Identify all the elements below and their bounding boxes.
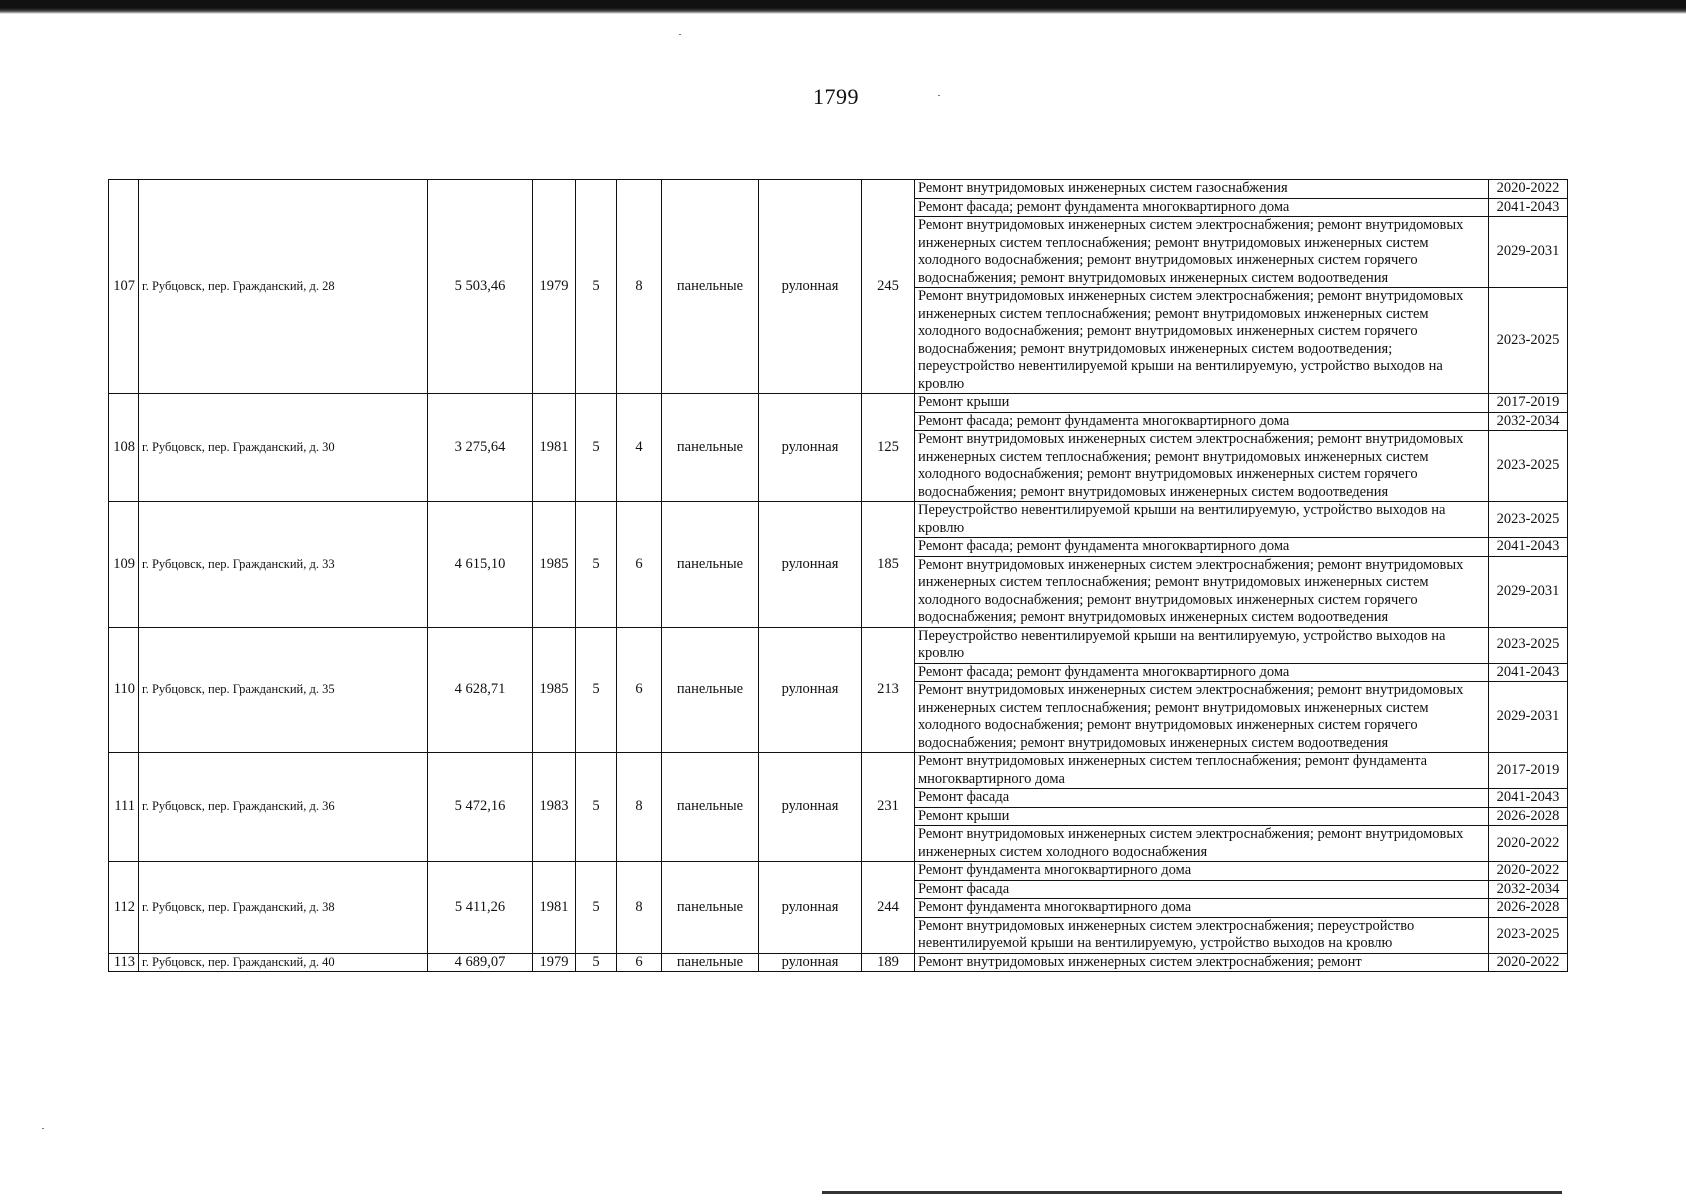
house-row [109, 627, 1568, 663]
floor-count: 5 [576, 180, 617, 394]
floor-count: 5 [576, 394, 617, 502]
work-period: 2032-2034 [1489, 412, 1568, 431]
work-period: 2029-2031 [1489, 556, 1568, 627]
construction-year: 1983 [533, 753, 576, 862]
resident-count: 185 [862, 502, 915, 628]
house-number: 112 [109, 862, 139, 954]
work-description: Ремонт крыши [915, 807, 1489, 826]
wall-material: панельные [662, 953, 759, 972]
house-address: г. Рубцовск, пер. Гражданский, д. 38 [139, 862, 428, 954]
entrance-count: 8 [617, 180, 662, 394]
house-row [109, 953, 1568, 972]
house-number: 110 [109, 627, 139, 753]
house-number: 107 [109, 180, 139, 394]
work-period: 2023-2025 [1489, 502, 1568, 538]
work-period: 2017-2019 [1489, 753, 1568, 789]
work-period: 2020-2022 [1489, 826, 1568, 862]
work-period: 2026-2028 [1489, 899, 1568, 918]
work-description: Ремонт внутридомовых инженерных систем электроснабжения; ремонт внутридомовых инженерных систем теплоснабжения; ремонт внутридомовых инженерных систем холодного водоснабжения; ремонт внутридомовых инженерных систем горячего водоснабжения; ремонт внутридомовых инженерных систем водоотведения [915, 431, 1489, 502]
work-description: Ремонт фасада; ремонт фундамента многоквартирного дома [915, 663, 1489, 682]
resident-count: 125 [862, 394, 915, 502]
work-description: Ремонт фасада [915, 789, 1489, 808]
floor-count: 5 [576, 862, 617, 954]
work-description: Ремонт фасада; ремонт фундамента многоквартирного дома [915, 412, 1489, 431]
work-description: Ремонт внутридомовых инженерных систем электроснабжения; ремонт внутридомовых инженерных систем теплоснабжения; ремонт внутридомовых инженерных систем холодного водоснабжения; ремонт внутридомовых инженерных систем горячего водоснабжения; ремонт внутридомовых инженерных систем водоотведения [915, 217, 1489, 288]
work-description: Переустройство невентилируемой крыши на вентилируемую, устройство выходов на кровлю [915, 502, 1489, 538]
entrance-count: 6 [617, 953, 662, 972]
roof-type: рулонная [759, 862, 862, 954]
work-description: Ремонт фасада; ремонт фундамента многоквартирного дома [915, 198, 1489, 217]
work-description: Ремонт внутридомовых инженерных систем теплоснабжения; ремонт фундамента многоквартирного дома [915, 753, 1489, 789]
resident-count: 231 [862, 753, 915, 862]
roof-type: рулонная [759, 502, 862, 628]
house-number: 111 [109, 753, 139, 862]
construction-year: 1981 [533, 394, 576, 502]
house-row [109, 394, 1568, 413]
house-address: г. Рубцовск, пер. Гражданский, д. 33 [139, 502, 428, 628]
house-area: 5 503,46 [428, 180, 533, 394]
house-number: 108 [109, 394, 139, 502]
wall-material: панельные [662, 394, 759, 502]
house-area: 3 275,64 [428, 394, 533, 502]
house-area: 5 411,26 [428, 862, 533, 954]
wall-material: панельные [662, 753, 759, 862]
work-description: Ремонт внутридомовых инженерных систем электроснабжения; ремонт внутридомовых инженерных систем теплоснабжения; ремонт внутридомовых инженерных систем холодного водоснабжения; ремонт внутридомовых инженерных систем горячего водоснабжения; ремонт внутридомовых инженерных систем водоотведения [915, 556, 1489, 627]
construction-year: 1985 [533, 627, 576, 753]
resident-count: 189 [862, 953, 915, 972]
work-description: Ремонт фундамента многоквартирного дома [915, 862, 1489, 881]
house-area: 4 628,71 [428, 627, 533, 753]
wall-material: панельные [662, 180, 759, 394]
resident-count: 213 [862, 627, 915, 753]
construction-year: 1985 [533, 502, 576, 628]
work-description: Ремонт внутридомовых инженерных систем газоснабжения [915, 180, 1489, 199]
house-row [109, 180, 1568, 199]
work-period: 2023-2025 [1489, 627, 1568, 663]
work-description: Ремонт внутридомовых инженерных систем электроснабжения; ремонт внутридомовых инженерных систем холодного водоснабжения [915, 826, 1489, 862]
work-period: 2020-2022 [1489, 862, 1568, 881]
resident-count: 245 [862, 180, 915, 394]
house-address: г. Рубцовск, пер. Гражданский, д. 28 [139, 180, 428, 394]
work-description: Ремонт фундамента многоквартирного дома [915, 899, 1489, 918]
house-number: 113 [109, 953, 139, 972]
work-description: Ремонт крыши [915, 394, 1489, 413]
house-area: 4 689,07 [428, 953, 533, 972]
construction-year: 1979 [533, 180, 576, 394]
house-area: 5 472,16 [428, 753, 533, 862]
work-period: 2041-2043 [1489, 663, 1568, 682]
house-address: г. Рубцовск, пер. Гражданский, д. 40 [139, 953, 428, 972]
resident-count: 244 [862, 862, 915, 954]
floor-count: 5 [576, 953, 617, 972]
work-period: 2041-2043 [1489, 789, 1568, 808]
work-period: 2023-2025 [1489, 917, 1568, 953]
roof-type: рулонная [759, 753, 862, 862]
page-number: 1799 [813, 84, 859, 109]
roof-type: рулонная [759, 394, 862, 502]
entrance-count: 8 [617, 753, 662, 862]
wall-material: панельные [662, 502, 759, 628]
floor-count: 5 [576, 753, 617, 862]
work-description: Ремонт внутридомовых инженерных систем электроснабжения; переустройство невентилируемой крыши на вентилируемую, устройство выходов на кровлю [915, 917, 1489, 953]
roof-type: рулонная [759, 180, 862, 394]
work-period: 2041-2043 [1489, 198, 1568, 217]
house-number: 109 [109, 502, 139, 628]
work-period: 2041-2043 [1489, 538, 1568, 557]
work-description: Ремонт внутридомовых инженерных систем электроснабжения; ремонт [915, 953, 1489, 972]
roof-type: рулонная [759, 627, 862, 753]
scan-speck [679, 34, 681, 35]
work-description: Ремонт внутридомовых инженерных систем электроснабжения; ремонт внутридомовых инженерных систем теплоснабжения; ремонт внутридомовых инженерных систем холодного водоснабжения; ремонт внутридомовых инженерных систем горячего водоснабжения; ремонт внутридомовых инженерных систем водоотведения [915, 682, 1489, 753]
work-period: 2029-2031 [1489, 682, 1568, 753]
floor-count: 5 [576, 502, 617, 628]
work-period: 2029-2031 [1489, 217, 1568, 288]
house-row [109, 502, 1568, 538]
work-period: 2020-2022 [1489, 953, 1568, 972]
construction-year: 1979 [533, 953, 576, 972]
scan-speck [42, 1128, 44, 1129]
wall-material: панельные [662, 627, 759, 753]
work-period: 2017-2019 [1489, 394, 1568, 413]
house-address: г. Рубцовск, пер. Гражданский, д. 35 [139, 627, 428, 753]
construction-year: 1981 [533, 862, 576, 954]
house-row [109, 862, 1568, 881]
house-address: г. Рубцовск, пер. Гражданский, д. 30 [139, 394, 428, 502]
work-period: 2026-2028 [1489, 807, 1568, 826]
repair-schedule-table [108, 179, 1568, 972]
house-row [109, 753, 1568, 789]
entrance-count: 6 [617, 502, 662, 628]
work-description: Ремонт фасада [915, 880, 1489, 899]
work-period: 2032-2034 [1489, 880, 1568, 899]
work-period: 2020-2022 [1489, 180, 1568, 199]
work-description: Ремонт фасада; ремонт фундамента многоквартирного дома [915, 538, 1489, 557]
work-description: Переустройство невентилируемой крыши на вентилируемую, устройство выходов на кровлю [915, 627, 1489, 663]
work-description: Ремонт внутридомовых инженерных систем электроснабжения; ремонт внутридомовых инженерных систем теплоснабжения; ремонт внутридомовых инженерных систем холодного водоснабжения; ремонт внутридомовых инженерных систем горячего водоснабжения; ремонт внутридомовых инженерных систем водоотведения; переустройство невентилируемой крыши на вентилируемую, устройство выходов на кровлю [915, 288, 1489, 394]
wall-material: панельные [662, 862, 759, 954]
house-address: г. Рубцовск, пер. Гражданский, д. 36 [139, 753, 428, 862]
scan-bottom-edge [822, 1191, 1562, 1194]
entrance-count: 8 [617, 862, 662, 954]
roof-type: рулонная [759, 953, 862, 972]
house-area: 4 615,10 [428, 502, 533, 628]
work-period: 2023-2025 [1489, 431, 1568, 502]
work-period: 2023-2025 [1489, 288, 1568, 394]
floor-count: 5 [576, 627, 617, 753]
entrance-count: 6 [617, 627, 662, 753]
scan-top-edge [0, 0, 1686, 14]
scan-speck [938, 95, 940, 96]
entrance-count: 4 [617, 394, 662, 502]
